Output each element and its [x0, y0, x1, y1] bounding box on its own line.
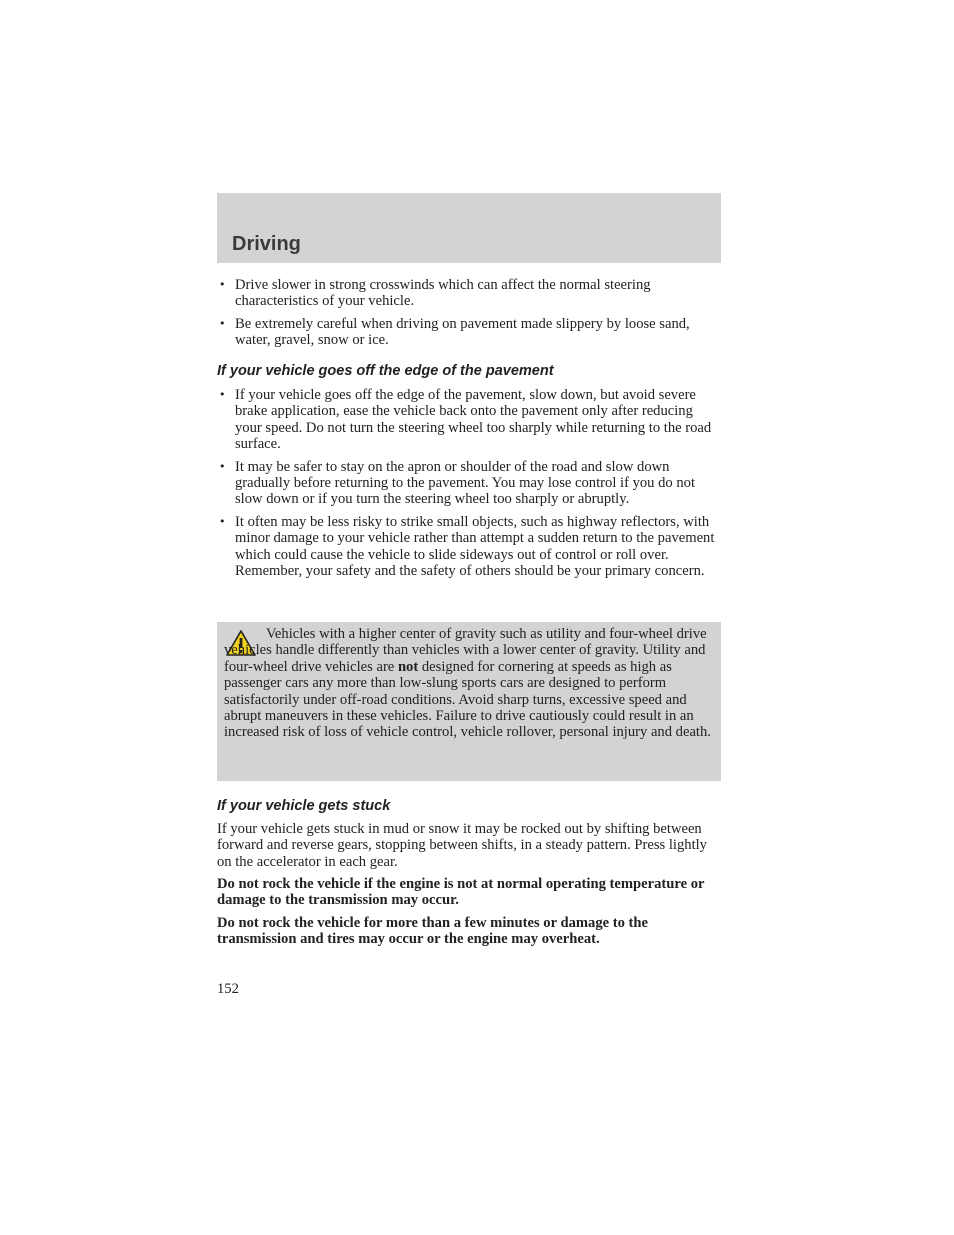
bullet-text: It may be safer to stay on the apron or shoulder of the road and slow down gradually before returning to the pavement. You may lose control if you do not slow down or if you turn the steering wheel too sharply or abruptly.	[235, 458, 696, 508]
bullet-icon: •	[219, 388, 226, 401]
section-heading-pavement: If your vehicle goes off the edge of the pavement	[217, 363, 554, 379]
bullet-text: If your vehicle goes off the edge of the pavement, slow down, but avoid severe brake application, ease the vehicle back onto the pavement only after reducing your speed. Do not turn the steering wheel too sharply while returning to the road surface.	[235, 387, 712, 453]
bullet-text: It often may be less risky to strike small objects, such as highway reflectors, with minor damage to your vehicle rather than attempt a sudden return to the pavement which could cause the vehicle to slide sideways out of control or roll over. Remember, your safety and the safety of others should be your primary concern.	[235, 513, 715, 580]
section-heading-stuck: If your vehicle gets stuck	[217, 798, 391, 814]
list-item	[217, 277, 722, 310]
bullet-list-top	[217, 277, 722, 355]
warning-text-start: Vehicles with a higher center of gravity such as utility and four-wheel drive vehicles handle differently than vehicles with a lower center of gravity. Utility and four-wheel drive vehicles are	[224, 626, 707, 675]
bullet-icon: •	[219, 459, 226, 473]
warning-text-end: designed for cornering at speeds as high as passenger cars any more than low-slung sports cars are designed to perform satisfactorily under off-road conditions. Avoid sharp turns, excessive speed and abrupt maneuvers in these vehicles. Failure to drive cautiously could result in an increased risk of loss of vehicle control, vehicle rollover, personal injury and death.	[224, 658, 711, 741]
page-title: Driving	[232, 233, 301, 255]
list-item	[217, 514, 722, 580]
list-item	[217, 459, 722, 508]
bullet-icon: •	[219, 514, 226, 528]
bullet-list-pavement	[217, 387, 722, 585]
page-number: 152	[217, 981, 239, 997]
list-item	[217, 316, 722, 349]
stuck-caution-1: Do not rock the vehicle if the engine is not at normal operating temperature or damage to the transmission may occur.	[217, 876, 705, 909]
bullet-icon: •	[219, 278, 226, 291]
stuck-paragraph: If your vehicle gets stuck in mud or snow it may be rocked out by shifting between forward and reverse gears, stopping between shifts, in a steady pattern. Press lightly on the accelerator in each gear.	[217, 821, 707, 870]
bullet-text: Drive slower in strong crosswinds which can affect the normal steering characteristics of your vehicle.	[235, 277, 651, 310]
list-item	[217, 387, 722, 453]
stuck-caution-2: Do not rock the vehicle for more than a few minutes or damage to the transmission and tires may occur or the engine may overheat.	[217, 915, 648, 948]
bullet-icon: •	[219, 316, 226, 330]
bullet-text: Be extremely careful when driving on pavement made slippery by loose sand, water, gravel, snow or ice.	[235, 315, 690, 349]
warning-box	[217, 622, 721, 781]
warning-text-emphasis: not	[397, 658, 419, 675]
warning-text	[224, 626, 712, 741]
